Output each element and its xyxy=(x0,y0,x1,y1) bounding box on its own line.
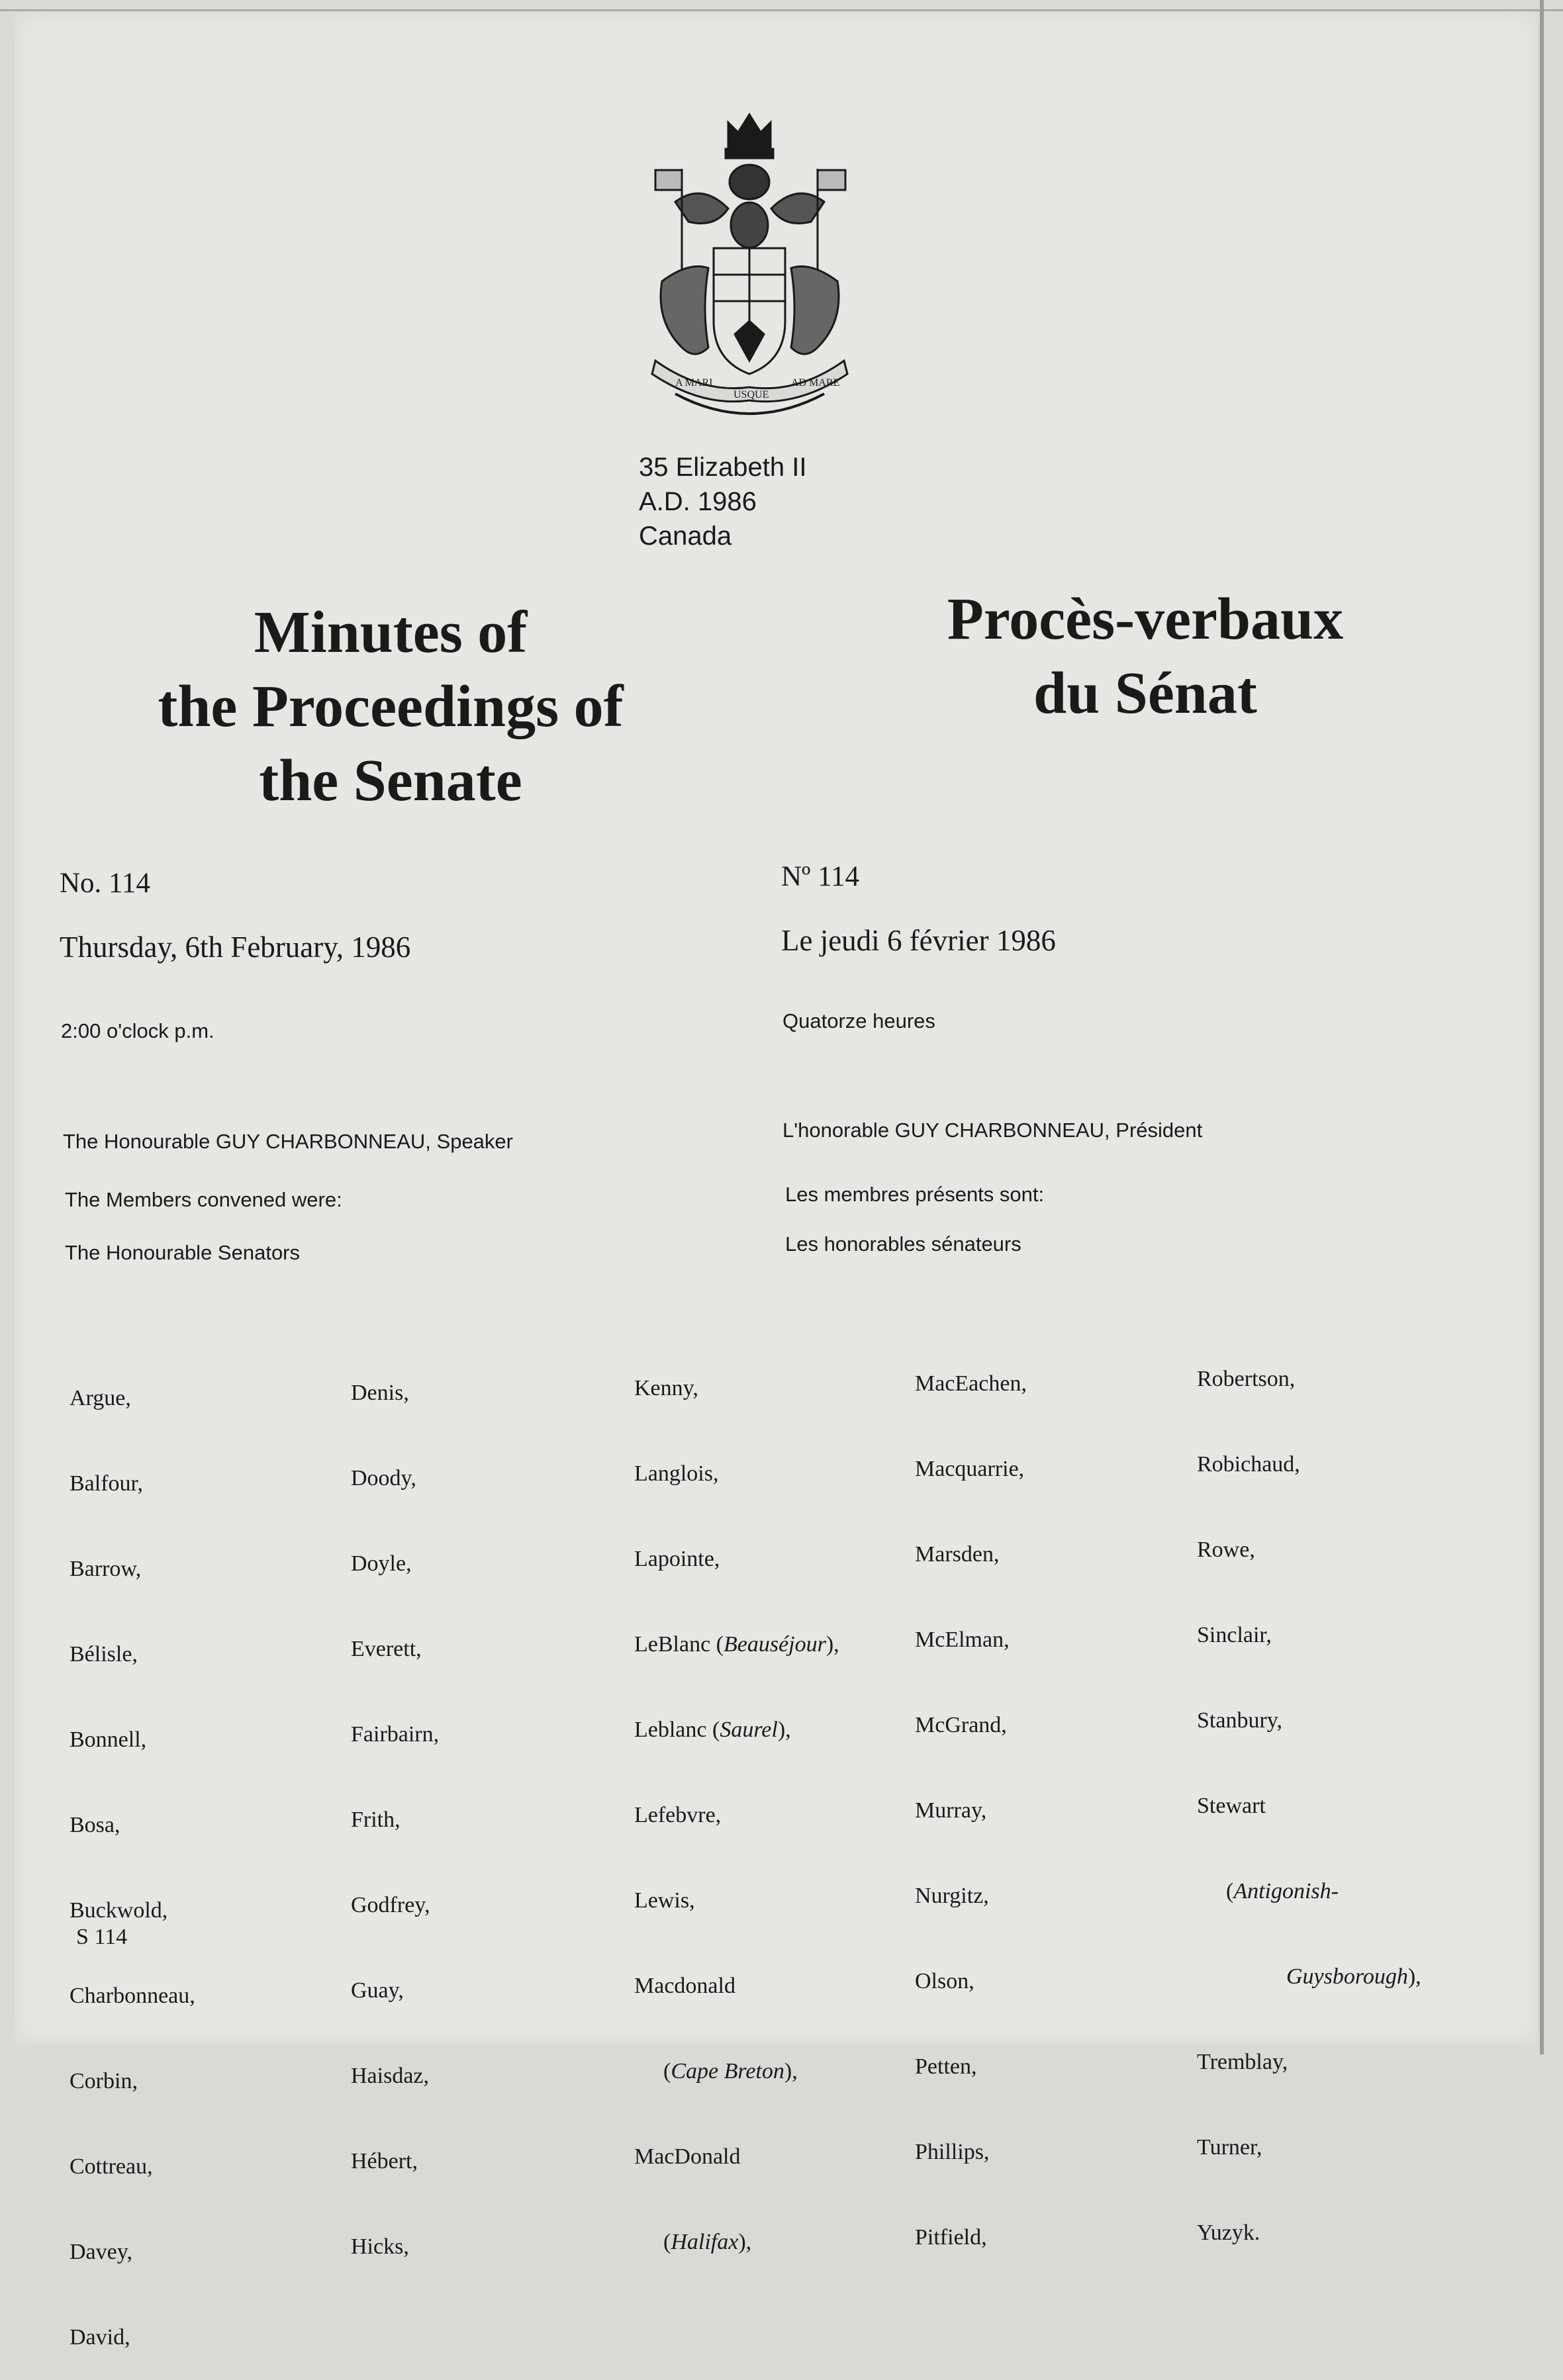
senator-riding: (Halifax), xyxy=(663,2230,752,2254)
english-convened: The Members convened were: xyxy=(65,1188,342,1211)
english-senators-heading: The Honourable Senators xyxy=(65,1241,301,1264)
senators-column-2 xyxy=(351,1322,439,2289)
senator-name: Stanbury, xyxy=(1197,1708,1283,1733)
senator-name: Marsden, xyxy=(915,1542,1000,1567)
senator-name: Robertson, xyxy=(1197,1367,1296,1391)
english-date: Thursday, 6th February, 1986 xyxy=(60,931,411,964)
year-block xyxy=(639,450,807,553)
senator-name: Hicks, xyxy=(351,2234,409,2259)
senator-name: Yuzyk. xyxy=(1197,2220,1260,2245)
senator-name: Everett, xyxy=(351,1637,422,1661)
senator-name: Lewis, xyxy=(634,1888,695,1913)
senator-name: Stewart xyxy=(1197,1794,1266,1818)
senator-name: Murray, xyxy=(915,1798,987,1823)
english-number: No. 114 xyxy=(60,868,150,899)
senator-name: Cottreau, xyxy=(70,2154,153,2179)
senator-name: Fairbairn, xyxy=(351,1722,440,1747)
english-title-line-2: the Proceedings of xyxy=(158,674,624,739)
english-title-line-1: Minutes of xyxy=(254,600,528,665)
scan-right-edge xyxy=(1540,0,1544,2054)
scan-top-border xyxy=(0,9,1563,11)
page-footer: S 114 xyxy=(76,1925,128,1949)
senator-name: Guay, xyxy=(351,1978,404,2003)
senator-name: Tremblay, xyxy=(1197,2050,1288,2074)
senator-riding: Guysborough), xyxy=(1286,1964,1421,1989)
senator-riding: (Cape Breton), xyxy=(663,2059,798,2083)
senator-name: McGrand, xyxy=(915,1713,1007,1737)
senator-name: Sinclair, xyxy=(1197,1623,1272,1647)
french-title-line-2: du Sénat xyxy=(1033,661,1257,726)
senator-name: MacEachen, xyxy=(915,1371,1027,1396)
senator-name: Charbonneau, xyxy=(70,1984,195,2008)
senator-name: Turner, xyxy=(1197,2135,1262,2160)
senator-name: Doyle, xyxy=(351,1551,412,1576)
senator-name: Doody, xyxy=(351,1466,416,1490)
senator-name: Hébert, xyxy=(351,2149,418,2174)
coat-of-arms-icon xyxy=(636,109,864,434)
senator-name: McElman, xyxy=(915,1627,1010,1652)
french-number: Nº 114 xyxy=(781,861,860,892)
regnal-year: 35 Elizabeth II xyxy=(639,453,807,482)
senator-name: Olson, xyxy=(915,1969,974,1993)
motto-left: A MARI xyxy=(675,377,713,389)
senators-column-4 xyxy=(915,1312,1027,2280)
senator-name-with-riding: Leblanc (Saurel), xyxy=(634,1717,791,1742)
senator-name: Phillips, xyxy=(915,2140,990,2164)
senator-name: Davey, xyxy=(70,2240,133,2264)
senator-name: Petten, xyxy=(915,2054,977,2079)
french-speaker: L'honorable GUY CHARBONNEAU, Président xyxy=(782,1119,1203,1142)
motto-center: USQUE xyxy=(734,389,769,400)
senator-name: Argue, xyxy=(70,1386,131,1410)
senator-name: Langlois, xyxy=(634,1461,719,1486)
french-time: Quatorze heures xyxy=(782,1009,935,1032)
french-senators-heading: Les honorables sénateurs xyxy=(785,1232,1021,1256)
senator-name-with-riding: LeBlanc (Beauséjour), xyxy=(634,1632,839,1657)
senator-name: Denis, xyxy=(351,1381,409,1405)
senator-name: David, xyxy=(70,2325,130,2350)
senator-name: Godfrey, xyxy=(351,1893,430,1917)
senator-name: Bonnell, xyxy=(70,1727,147,1752)
senator-riding: (Antigonish- xyxy=(1226,1879,1339,1903)
senator-name: Macquarrie, xyxy=(915,1457,1025,1481)
senator-name: Buckwold, xyxy=(70,1898,168,1923)
motto-right: AD MARE xyxy=(791,377,840,389)
senator-name: Rowe, xyxy=(1197,1537,1255,1562)
senator-name: Nurgitz, xyxy=(915,1884,989,1908)
country: Canada xyxy=(639,522,732,551)
english-speaker: The Honourable GUY CHARBONNEAU, Speaker xyxy=(63,1130,513,1153)
french-title-line-1: Procès-verbaux xyxy=(947,586,1344,652)
french-present: Les membres présents sont: xyxy=(785,1183,1045,1206)
senator-name: Balfour, xyxy=(70,1471,143,1496)
senator-name: Bosa, xyxy=(70,1813,120,1837)
calendar-year: A.D. 1986 xyxy=(639,487,757,516)
senator-name: Corbin, xyxy=(70,2069,138,2093)
senator-name: Bélisle, xyxy=(70,1642,138,1667)
senator-name: Lefebvre, xyxy=(634,1803,722,1827)
senator-name: Haisdaz, xyxy=(351,2064,430,2088)
senators-column-1 xyxy=(70,1327,195,2380)
french-date: Le jeudi 6 février 1986 xyxy=(781,924,1056,957)
senators-column-5 xyxy=(1197,1308,1421,2275)
senator-name: Lapointe, xyxy=(634,1547,720,1571)
english-title xyxy=(106,596,675,818)
senator-name: MacDonald xyxy=(634,2144,741,2169)
english-title-line-3: the Senate xyxy=(259,748,522,813)
english-time: 2:00 o'clock p.m. xyxy=(61,1019,214,1042)
senator-name: Barrow, xyxy=(70,1557,142,1581)
senator-name: Robichaud, xyxy=(1197,1452,1300,1477)
french-title xyxy=(861,582,1430,731)
senator-name: Macdonald xyxy=(634,1974,735,1998)
senator-name: Frith, xyxy=(351,1808,401,1832)
senators-column-3 xyxy=(634,1317,839,2285)
senator-name: Pitfield, xyxy=(915,2225,987,2250)
senator-name: Kenny, xyxy=(634,1376,698,1400)
